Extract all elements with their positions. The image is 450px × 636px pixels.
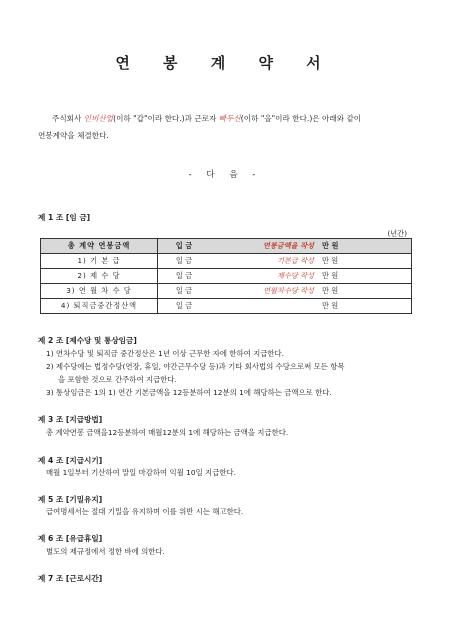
salary-table-header-row — [41, 239, 412, 254]
intro-post: (이하 "을"이라 한다.)은 아래와 같이 — [240, 114, 362, 123]
article-5-body — [38, 505, 418, 518]
article-5-title: 제 5 조 [기밀유지] — [38, 495, 103, 504]
table-cell: 1) 기 본 급 — [41, 254, 158, 269]
table-row — [41, 254, 412, 269]
article-6-line: 별도의 제규정에서 정한 바에 의한다. — [46, 547, 165, 556]
article-3-title: 제 3 조 [지급방법] — [38, 415, 103, 424]
article-2-line: 2) 제수당에는 법정수당(연장, 휴일, 야간근무수당 등)과 기타 회사법의 수당으로써 모든 항목 — [46, 362, 345, 371]
table-cell: 총 계약 연봉금액 — [41, 239, 158, 254]
article-2-line: 1) 연차수당 및 퇴직금 중간정산은 1년 이상 근무한 자에 한하여 지급한다. — [46, 349, 285, 358]
article-7-title: 제 7 조 [근로시간] — [38, 574, 103, 583]
company-name: 인비산업 — [83, 114, 114, 123]
article-2-body — [38, 347, 418, 399]
table-row — [41, 299, 412, 314]
table-cell: 일 금 — [158, 254, 211, 269]
table-cell: 만 원 — [318, 239, 412, 254]
table-cell: 2) 제 수 당 — [41, 269, 158, 284]
salary-table — [40, 238, 412, 314]
table-cell: 연월차수당 작성 — [210, 284, 318, 299]
article-4-title: 제 4 조 [지급시기] — [38, 456, 103, 465]
article-2-title: 제 2 조 [제수당 및 통상임금] — [38, 336, 137, 345]
table-cell: 제수당 작성 — [210, 269, 318, 284]
article-1-title: 제 1 조 [임 금] — [38, 213, 91, 222]
table-cell: 4) 퇴직금중간정산액 — [41, 299, 158, 314]
article-2-line: 을 포함한 것으로 간주하여 지급한다. — [58, 375, 177, 384]
article-4-line: 매월 1일부터 기산하여 말일 마감하여 익월 10일 지급한다. — [46, 468, 236, 477]
unit-label: (년간) — [387, 229, 407, 238]
table-cell: 3) 연 월 차 수 당 — [41, 284, 158, 299]
table-cell: 일 금 — [158, 284, 211, 299]
intro-line-1 — [38, 110, 418, 127]
table-row — [41, 269, 412, 284]
article-3-body — [38, 426, 418, 439]
table-cell: 연봉금액을 작성 — [210, 239, 318, 254]
table-cell: 일 금 — [158, 299, 211, 314]
table-cell: 입 금 — [158, 239, 211, 254]
article-2-line: 3) 통상임금은 1의 1) 연간 기본금액을 12등분하여 12분의 1에 해당하는 금액으로 한다. — [46, 388, 332, 397]
separator-heading: - 다 음 - — [188, 170, 262, 180]
intro-mid: (이하 "갑"이라 한다.)과 근로자 — [113, 114, 219, 123]
table-cell: 기본급 작성 — [210, 254, 318, 269]
intro-pre: 주식회사 — [52, 114, 84, 123]
table-cell: 일 금 — [158, 269, 211, 284]
document-title: 연 봉 계 약 서 — [115, 54, 335, 72]
table-cell: 만 원 — [318, 254, 412, 269]
worker-name: 빠두산 — [218, 114, 241, 123]
article-6-title: 제 6 조 [유급휴일] — [38, 534, 103, 543]
article-4-body — [38, 466, 418, 479]
intro-paragraph — [38, 110, 418, 144]
article-6-body — [38, 545, 418, 558]
article-3-line: 총 계약연봉 금액을12등분하여 매월12분의 1에 해당하는 금액을 지급한다. — [46, 428, 289, 437]
table-row — [41, 284, 412, 299]
table-cell: 만 원 — [318, 269, 412, 284]
table-cell: 만 원 — [318, 299, 412, 314]
article-5-line: 급여명세서는 절대 기밀을 유지하며 이를 위반 시는 해고한다. — [46, 507, 244, 516]
intro-line-2: 연봉계약을 체결한다. — [38, 131, 109, 140]
table-cell — [210, 299, 318, 314]
table-cell: 만 원 — [318, 284, 412, 299]
